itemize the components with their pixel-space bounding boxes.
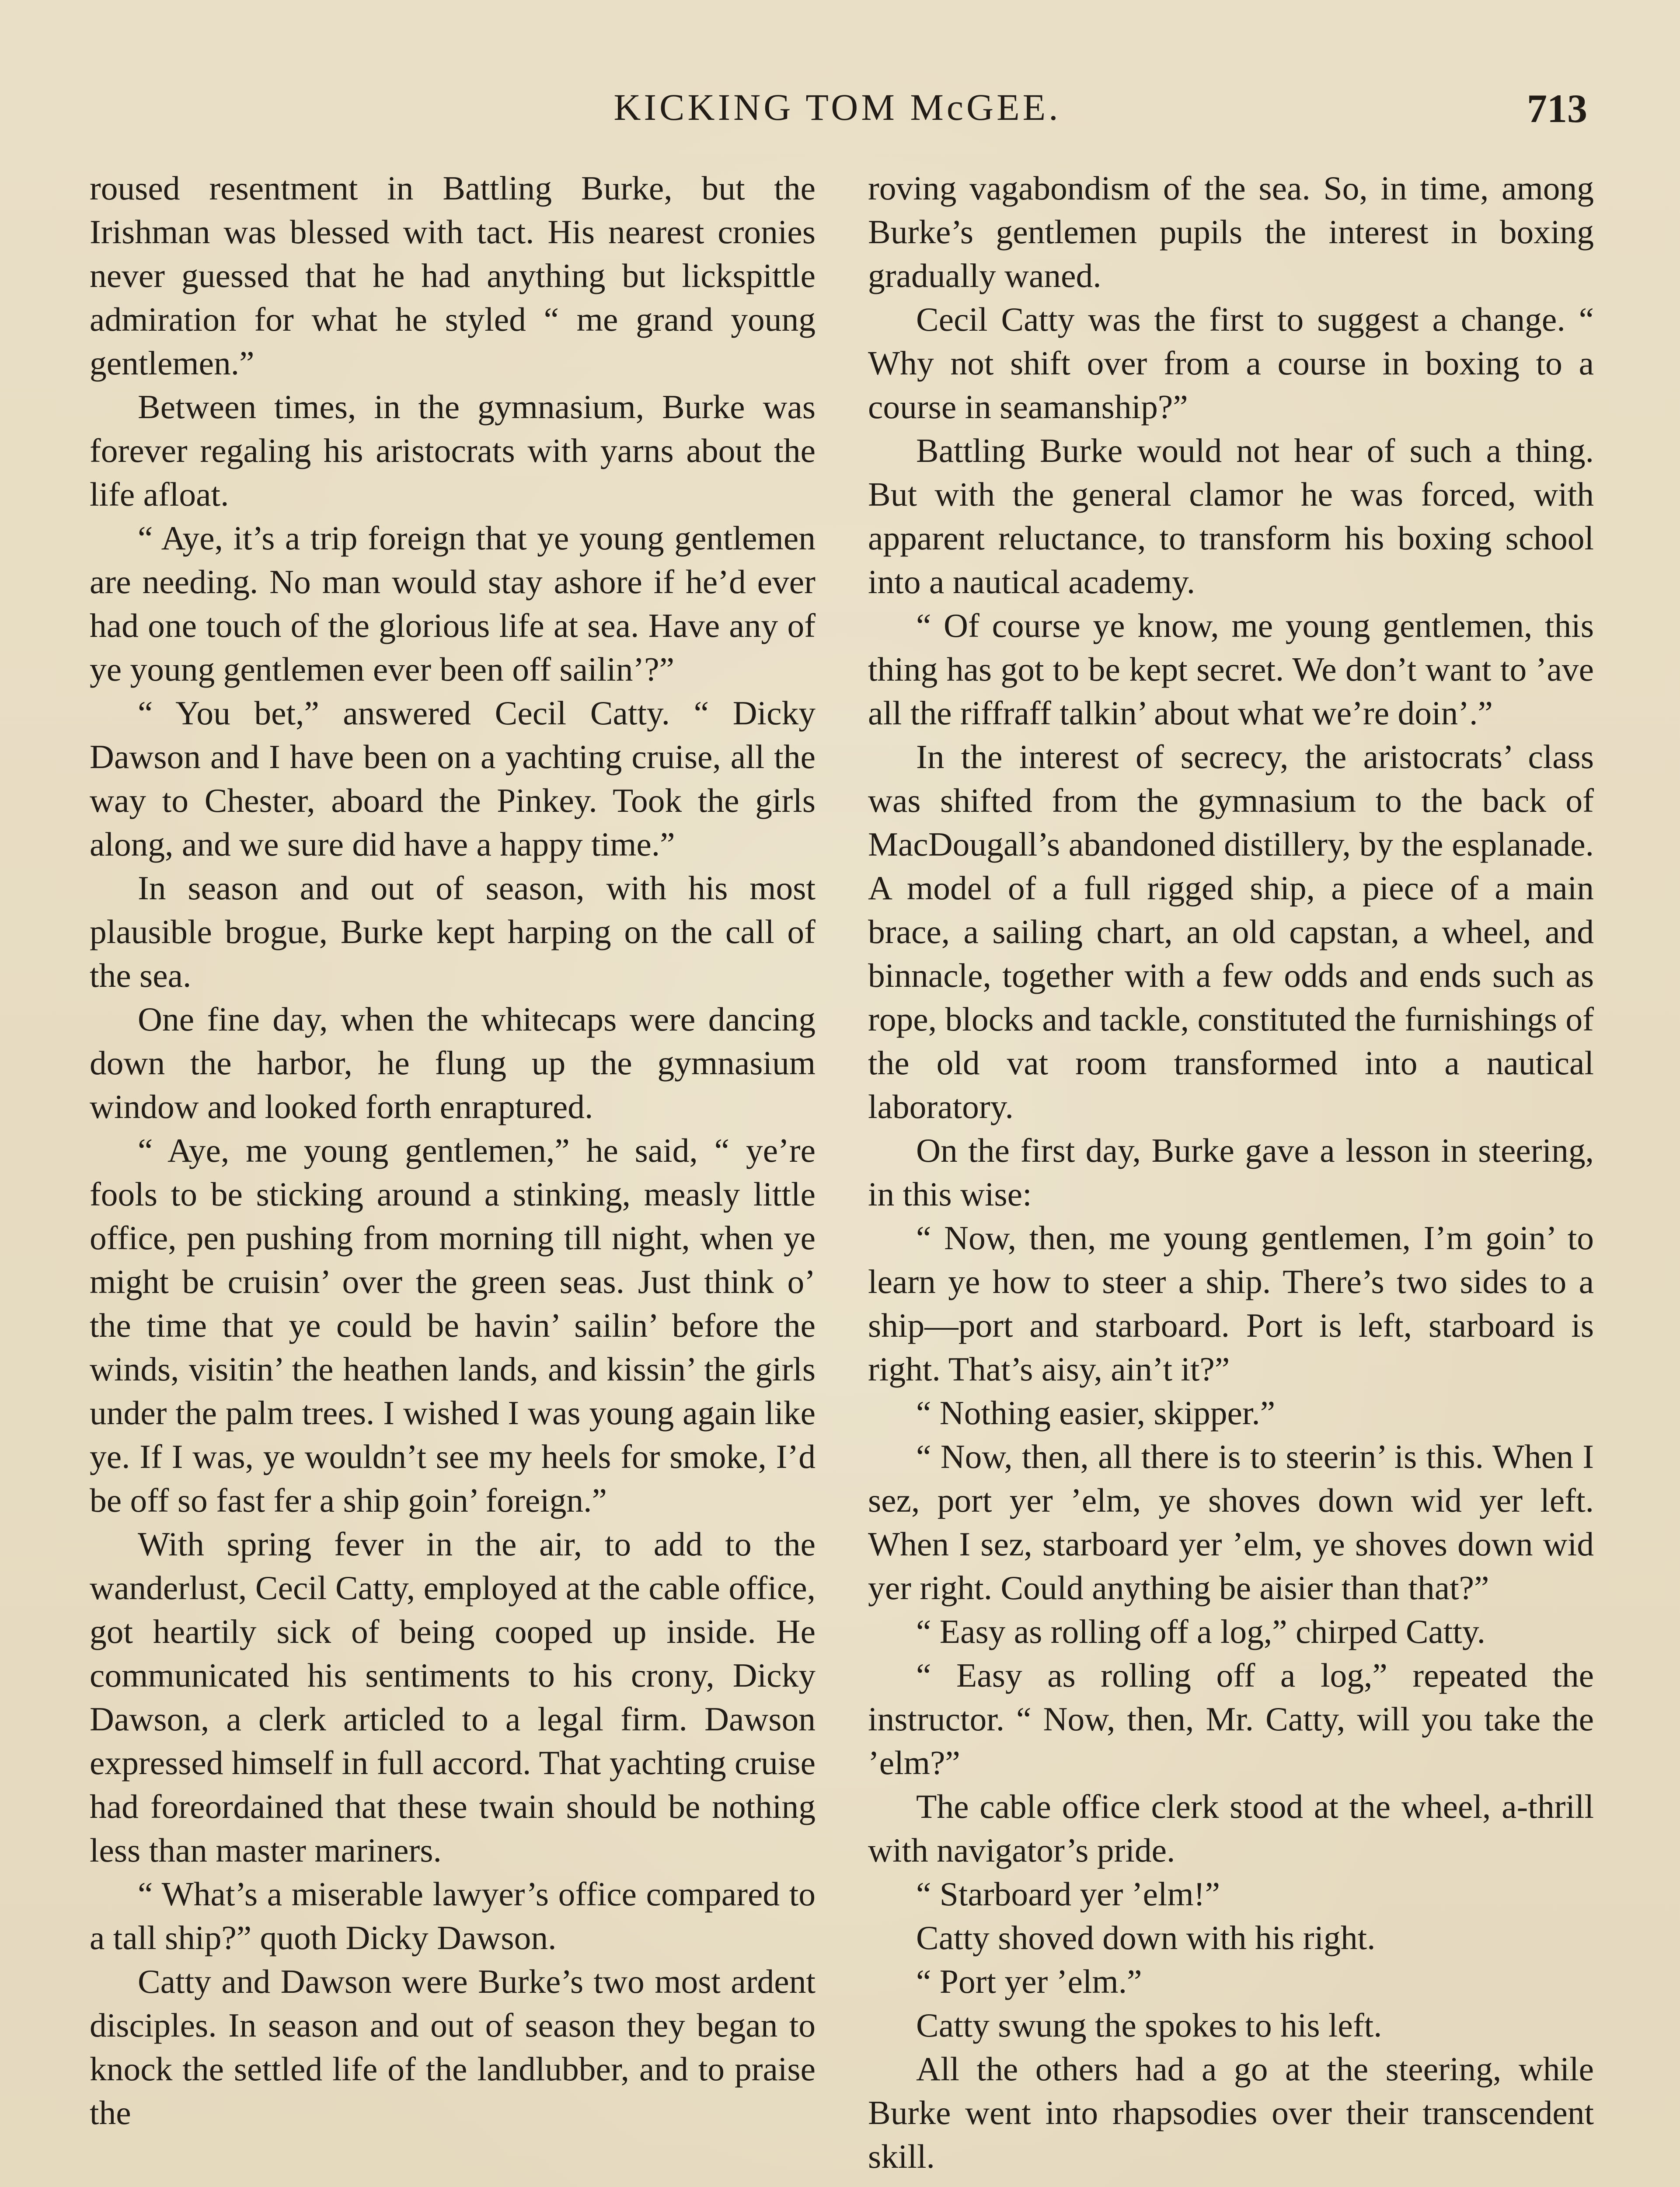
paragraph: “ Easy as rolling off a log,” repeated the instructor. “ Now, then, Mr. Catty, will you take the ’elm?” <box>868 1656 1594 1782</box>
paragraph: In season and out of season, with his most plausible brogue, Burke kept harping on the call of the sea. <box>90 869 816 994</box>
paragraph: “ What’s a miserable lawyer’s office compared to a tall ship?” quoth Dicky Dawson. <box>90 1875 816 1956</box>
paragraph: “ Port yer ’elm.” <box>916 1963 1142 2000</box>
paragraph: roused resentment in Battling Burke, but the Irishman was blessed with tact. His nearest cronies never guessed that he had anything but lickspittle admiration for what he styled “ me grand young gentlemen.” <box>90 169 816 382</box>
paragraph: “ You bet,” answered Cecil Catty. “ Dicky Dawson and I have been on a yachting cruise, all the way to Chester, aboard the Pinkey. Took the girls along, and we sure did have a happy time.” <box>90 694 816 863</box>
paragraph: Cecil Catty was the first to suggest a change. “ Why not shift over from a course in boxing to a course in seamanship?” <box>868 300 1594 426</box>
paragraph: Between times, in the gymnasium, Burke was forever regaling his aristocrats with yarns about the life afloat. <box>90 388 816 513</box>
running-title: KICKING TOM McGEE. <box>613 86 1061 128</box>
page-number: 713 <box>1527 86 1587 131</box>
paragraph: roving vagabondism of the sea. So, in time, among Burke’s gentlemen pupils the interest in boxing gradually waned. <box>868 169 1594 294</box>
paragraph: With spring fever in the air, to add to the wanderlust, Cecil Catty, employed at the cable office, got heartily sick of being cooped up inside. He communicated his sentiments to his crony, Dicky Dawson, a clerk articled to a legal firm. Dawson expressed himself in full accord. That yachting cruise had foreordained that these twain should be nothing less than master mariners. <box>90 1525 816 1869</box>
paragraph: “ Now, then, all there is to steerin’ is this. When I sez, port yer ’elm, ye shoves down wid yer left. When I sez, starboard yer ’elm, ye shoves down wid yer right. Could anything be aisier than that?” <box>868 1438 1594 1607</box>
paragraph: One fine day, when the whitecaps were dancing down the harbor, he flung up the gymnasium window and looked forth enraptured. <box>90 1000 816 1125</box>
paragraph: “ Nothing easier, skipper.” <box>916 1394 1276 1432</box>
paragraph: In the interest of secrecy, the aristocrats’ class was shifted from the gymnasium to the back of MacDougall’s abandoned distillery, by the esplanade. A model of a full rigged ship, a piece of a main brace, a sailing chart, an old capstan, a wheel, and binnacle, together with a few odds and ends such as rope, blocks and tackle, constituted the furnishings of the old vat room transformed into a nautical laboratory. <box>868 738 1594 1125</box>
paragraph: Battling Burke would not hear of such a thing. But with the general clamor he was forced, with apparent reluctance, to transform his boxing school into a nautical academy. <box>868 432 1594 601</box>
paragraph: Catty and Dawson were Burke’s two most ardent disciples. In season and out of season they began to knock the settled life of the landlubber, and to praise the <box>90 1963 816 2131</box>
text-columns <box>90 166 1594 2187</box>
paragraph: “ Easy as rolling off a log,” chirped Catty. <box>916 1613 1486 1650</box>
paragraph: Catty swung the spokes to his left. <box>916 2006 1382 2044</box>
left-column <box>90 166 816 2187</box>
paragraph: “ Now, then, me young gentlemen, I’m goin’ to learn ye how to steer a ship. There’s two sides to a ship—port and starboard. Port is left, starboard is right. That’s aisy, ain’t it?” <box>868 1219 1594 1388</box>
paragraph: Catty shoved down with his right. <box>916 1919 1376 1956</box>
paragraph: “ Aye, me young gentlemen,” he said, “ ye’re fools to be sticking around a stinking, measly little office, pen pushing from morning till night, when ye might be cruisin’ over the green seas. Just think o’ the time that ye could be havin’ sailin’ before the winds, visitin’ the heathen lands, and kissin’ the girls under the palm trees. I wished I was young again like ye. If I was, ye wouldn’t see my heels for smoke, I’d be off so fast fer a ship goin’ foreign.” <box>90 1132 816 1519</box>
right-column <box>868 166 1594 2187</box>
paragraph: All the others had a go at the steering, while Burke went into rhapsodies over their transcendent skill. <box>868 2050 1594 2175</box>
paragraph: “ Starboard yer ’elm!” <box>916 1875 1220 1913</box>
paragraph: “ Aye, it’s a trip foreign that ye young gentlemen are needing. No man would stay ashore if he’d ever had one touch of the glorious life at sea. Have any of ye young gentlemen ever been off sailin’?” <box>90 519 816 688</box>
paragraph: The cable office clerk stood at the wheel, a-thrill with navigator’s pride. <box>868 1788 1594 1869</box>
paragraph: “ Of course ye know, me young gentlemen, this thing has got to be kept secret. We don’t want to ’ave all the riffraff talkin’ about what we’re doin’.” <box>868 607 1594 732</box>
page-header <box>87 85 1587 133</box>
paragraph: On the first day, Burke gave a lesson in steering, in this wise: <box>868 1132 1594 1213</box>
